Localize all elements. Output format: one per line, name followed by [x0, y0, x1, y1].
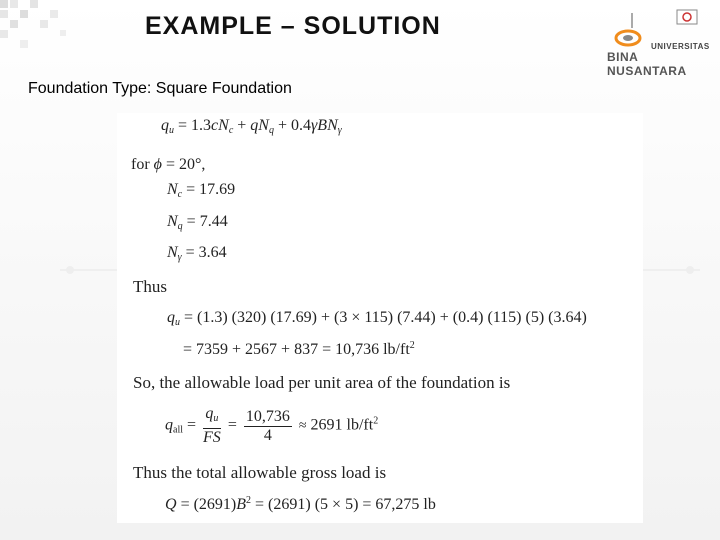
- qall-calculation: $q_{all}$ = $\frac{q_u}{FS}$ = $\frac{10,736}{4}$ ≈ 2691 $lb/ft^2$: [165, 405, 379, 446]
- nq-factor: $N_q = 7.44$: [167, 213, 228, 232]
- qu-calculation: $q_u = (1.3)$ (320) (17.69) + (3 × 115) (7.44) + (0.4) (115) (5) (3.64): [167, 309, 587, 328]
- decorative-pixel-pattern: [0, 0, 100, 60]
- solution-panel: [117, 113, 643, 523]
- logo-text-universitas: UNIVERSITAS: [651, 42, 710, 51]
- allowable-load-statement: So, the allowable load per unit area of the foundation is: [133, 373, 511, 392]
- phi-condition: for ϕ = 20°,: [131, 156, 206, 173]
- nc-factor: $N_c = 17.69$: [167, 181, 236, 200]
- page-subtitle: Foundation Type: Square Foundation: [28, 80, 292, 97]
- logo-text-bina-nusantara: BINA NUSANTARA: [607, 50, 687, 78]
- total-load-calculation: $Q = (2691)B^2 = (2691) (5 \times 5) = 67,275$ lb: [165, 495, 436, 513]
- total-load-statement: Thus the total allowable gross load is: [133, 463, 387, 482]
- fraction-qu-fs: $\frac{q_u}{FS}$: [203, 405, 221, 446]
- fraction-value: $\frac{10,736}{4}$: [245, 407, 290, 444]
- qu-result: = 7359 + 2567 + 837 = 10,736 $lb/ft^2$: [183, 340, 415, 358]
- page-title: EXAMPLE – SOLUTION: [145, 12, 441, 40]
- ngamma-factor: $N_\gamma = 3.64$: [167, 244, 227, 263]
- bearing-capacity-formula: $q_u = 1.3cN_c + qN_q + 0.4\gamma BN_\gamma$: [161, 117, 342, 136]
- thus-label-1: Thus: [133, 277, 167, 296]
